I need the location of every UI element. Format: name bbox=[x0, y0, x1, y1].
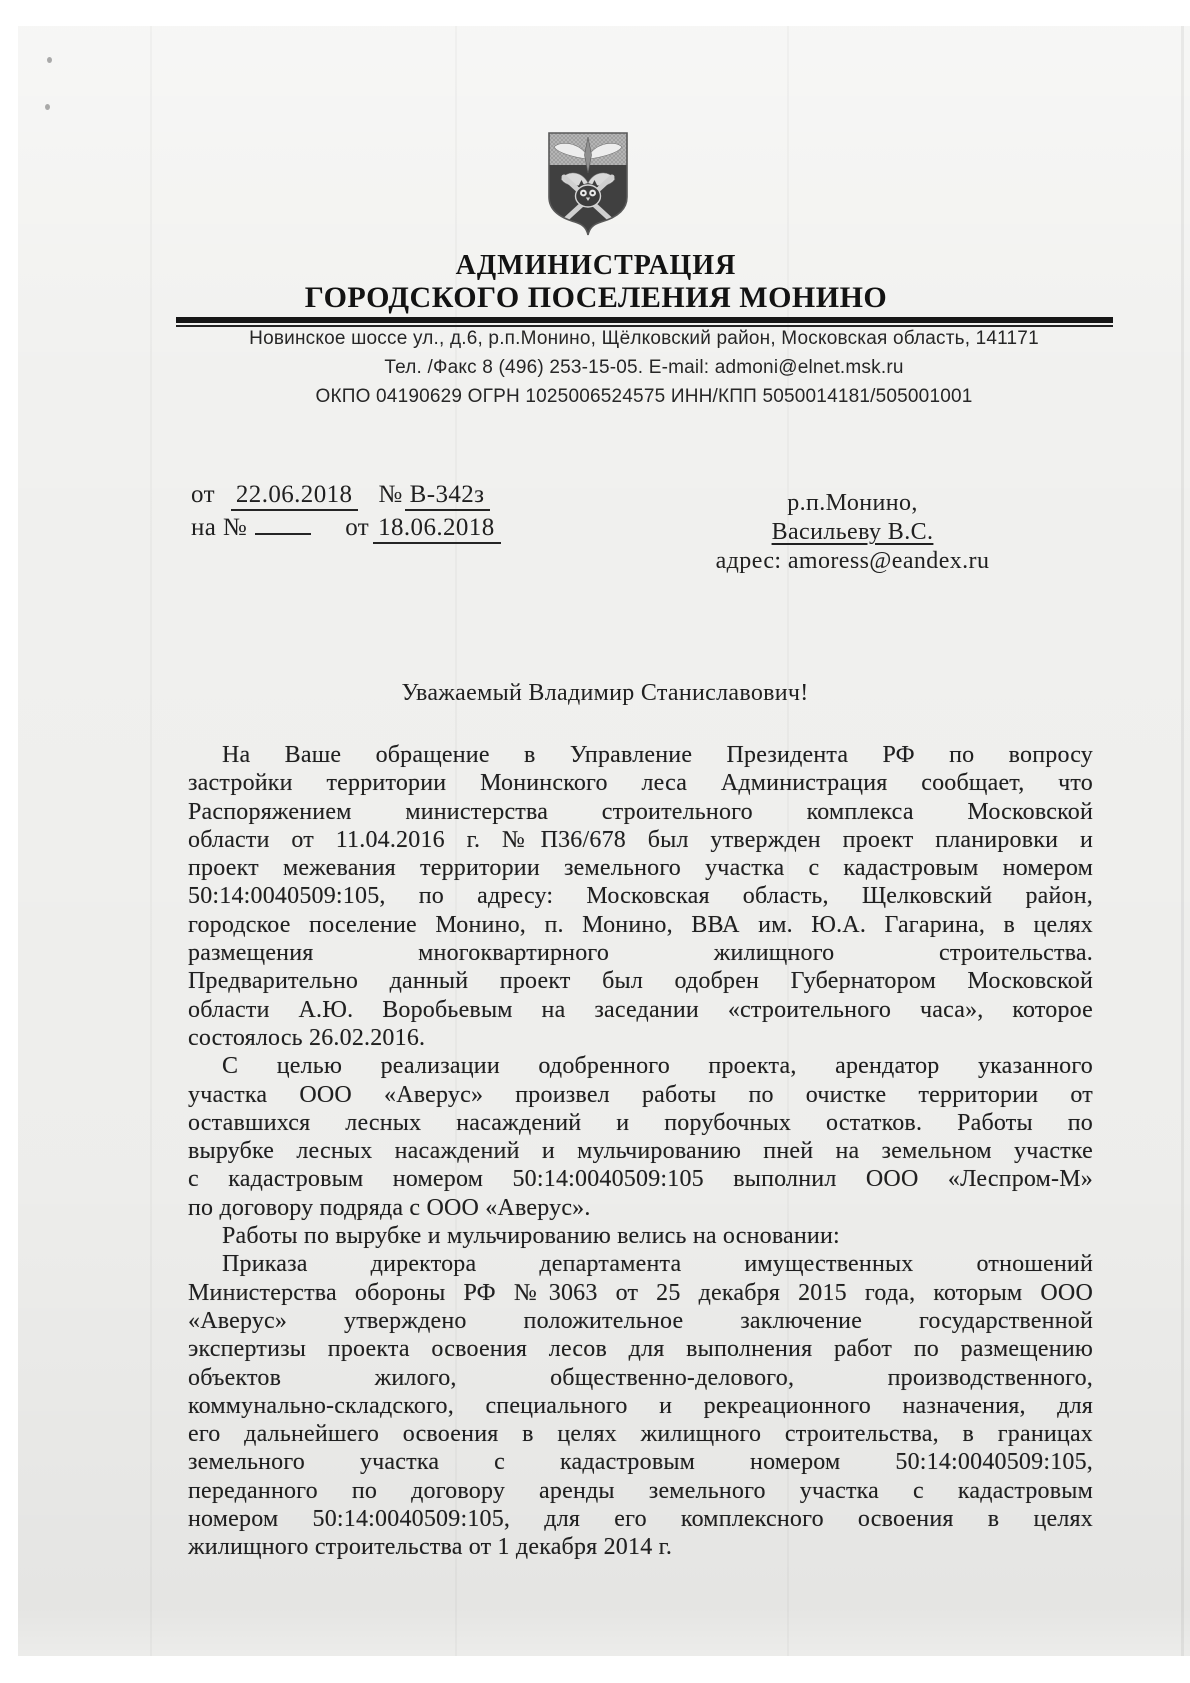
addressee-settlement: р.п.Монино, bbox=[787, 490, 918, 516]
paragraph-line: Предварительно данный проект был одобрен Губернатором Московской bbox=[188, 968, 1093, 995]
paragraph-line: участка ООО «Аверус» произвел работы по очистке территории от bbox=[188, 1081, 1093, 1108]
paragraph-line: переданного по договору аренды земельного участка с кадастровым bbox=[188, 1477, 1093, 1504]
paragraph-line: номером 50:14:0040509:105, для его комплексного освоения в целях bbox=[188, 1506, 1093, 1533]
letterhead-codes: ОКПО 04190629 ОГРН 1025006524575 ИНН/КПП 5050014181/505001001 bbox=[315, 386, 973, 407]
outgoing-date-label: от bbox=[191, 481, 215, 508]
paragraph-line: проект межевания территории земельного участка с кадастровым номером bbox=[188, 855, 1093, 882]
scan-streak bbox=[150, 26, 152, 1656]
reference-block bbox=[191, 481, 501, 541]
addressee-email: адрес: amoress@eandex.ru bbox=[715, 548, 990, 574]
outgoing-date: 22.06.2018 bbox=[231, 481, 359, 511]
letterhead-address: Новинское шоссе ул., д.6, р.п.Монино, Щёлковский район, Московская область, 141171 bbox=[249, 328, 1039, 349]
scan-speck bbox=[47, 57, 52, 63]
paragraph-line: по договору подряда с ООО «Аверус». bbox=[188, 1194, 591, 1221]
organization-name-line2: ГОРОДСКОГО ПОСЕЛЕНИЯ МОНИНО bbox=[304, 281, 888, 314]
paragraph bbox=[188, 1222, 1093, 1250]
addressee-name: Васильеву В.С. bbox=[771, 519, 934, 545]
scan-speck bbox=[45, 104, 50, 110]
incoming-number-label: на № bbox=[191, 514, 248, 541]
paragraph-line: области А.Ю. Воробьевым на заседании «строительного часа», которое bbox=[188, 996, 1093, 1023]
paragraph-line: Министерства обороны РФ №3063 от 25 декабря 2015 года, которым ООО bbox=[188, 1279, 1093, 1306]
paragraph-line: жилищного строительства от 1 декабря 2014 г. bbox=[188, 1534, 673, 1561]
paragraph-line: коммунально-складского, специального и рекреационного назначения, для bbox=[188, 1392, 1093, 1419]
incoming-number-blank bbox=[255, 511, 311, 535]
organization-name-line1: АДМИНИСТРАЦИЯ bbox=[455, 250, 737, 281]
coat-of-arms-icon bbox=[545, 131, 631, 237]
paragraph-line: земельного участка с кадастровым номером 50:14:0040509:105, bbox=[188, 1449, 1093, 1476]
paragraph-line: состоялось 26.02.2016. bbox=[188, 1024, 426, 1051]
paragraph-line: оставшихся лесных насаждений и порубочных остатков. Работы по bbox=[188, 1109, 1093, 1136]
letterhead-divider bbox=[176, 317, 1113, 327]
letterhead-contacts: Тел. /Факс 8 (496) 253-15-05. E-mail: admoni@elnet.msk.ru bbox=[384, 357, 904, 378]
paragraph bbox=[188, 1052, 1093, 1222]
paragraph bbox=[188, 1250, 1093, 1561]
paragraph-line: застройки территории Монинского леса Администрация сообщает, что bbox=[188, 770, 1093, 797]
incoming-reference-line bbox=[191, 511, 501, 541]
paragraph-line: экспертизы проекта освоения лесов для выполнения работ по размещению bbox=[188, 1336, 1093, 1363]
paragraph-line: Распоряжением министерства строительного комплекса Московской bbox=[188, 798, 1093, 825]
addressee-block bbox=[690, 489, 1015, 576]
paragraph-line: с кадастровым номером 50:14:0040509:105 выполнил ООО «Леспром-М» bbox=[188, 1166, 1093, 1193]
paragraph-line: 50:14:0040509:105, по адресу: Московская область, Щелковский район, bbox=[188, 883, 1093, 910]
letter-body bbox=[188, 741, 1093, 1562]
paragraph-line: объектов жилого, общественно-делового, производственного, bbox=[188, 1364, 1093, 1391]
paragraph-line: Работы по вырубке и мульчированию велись на основании: bbox=[222, 1223, 840, 1250]
paragraph-line: «Аверус» утверждено положительное заключение государственной bbox=[188, 1307, 1093, 1334]
incoming-date-label: от bbox=[345, 514, 370, 541]
paragraph-line: С целью реализации одобренного проекта, арендатор указанного bbox=[222, 1053, 1093, 1080]
paragraph-line: городское поселение Монино, п. Монино, ВВА им. Ю.А. Гагарина, в целях bbox=[188, 911, 1093, 938]
outgoing-reference-line bbox=[191, 481, 501, 511]
salutation: Уважаемый Владимир Станиславович! bbox=[401, 680, 809, 706]
number-sign: № bbox=[378, 481, 403, 508]
paragraph-line: области от 11.04.2016 г. №П36/678 был утвержден проект планировки и bbox=[188, 826, 1093, 853]
paragraph bbox=[188, 741, 1093, 1052]
incoming-date: 18.06.2018 bbox=[373, 514, 501, 544]
paragraph-line: вырубке лесных насаждений и мульчированию пней на земельном участке bbox=[188, 1138, 1093, 1165]
paragraph-line: его дальнейшего освоения в целях жилищного строительства, в границах bbox=[188, 1421, 1093, 1448]
paragraph-line: размещения многоквартирного жилищного строительства. bbox=[188, 940, 1093, 967]
paragraph-line: На Ваше обращение в Управление Президента РФ по вопросу bbox=[222, 742, 1093, 768]
paragraph-line: Приказа директора департамента имущественных отношений bbox=[222, 1251, 1093, 1278]
paper-edge-shadow bbox=[1181, 26, 1184, 1656]
outgoing-number: В-342з bbox=[405, 481, 491, 511]
